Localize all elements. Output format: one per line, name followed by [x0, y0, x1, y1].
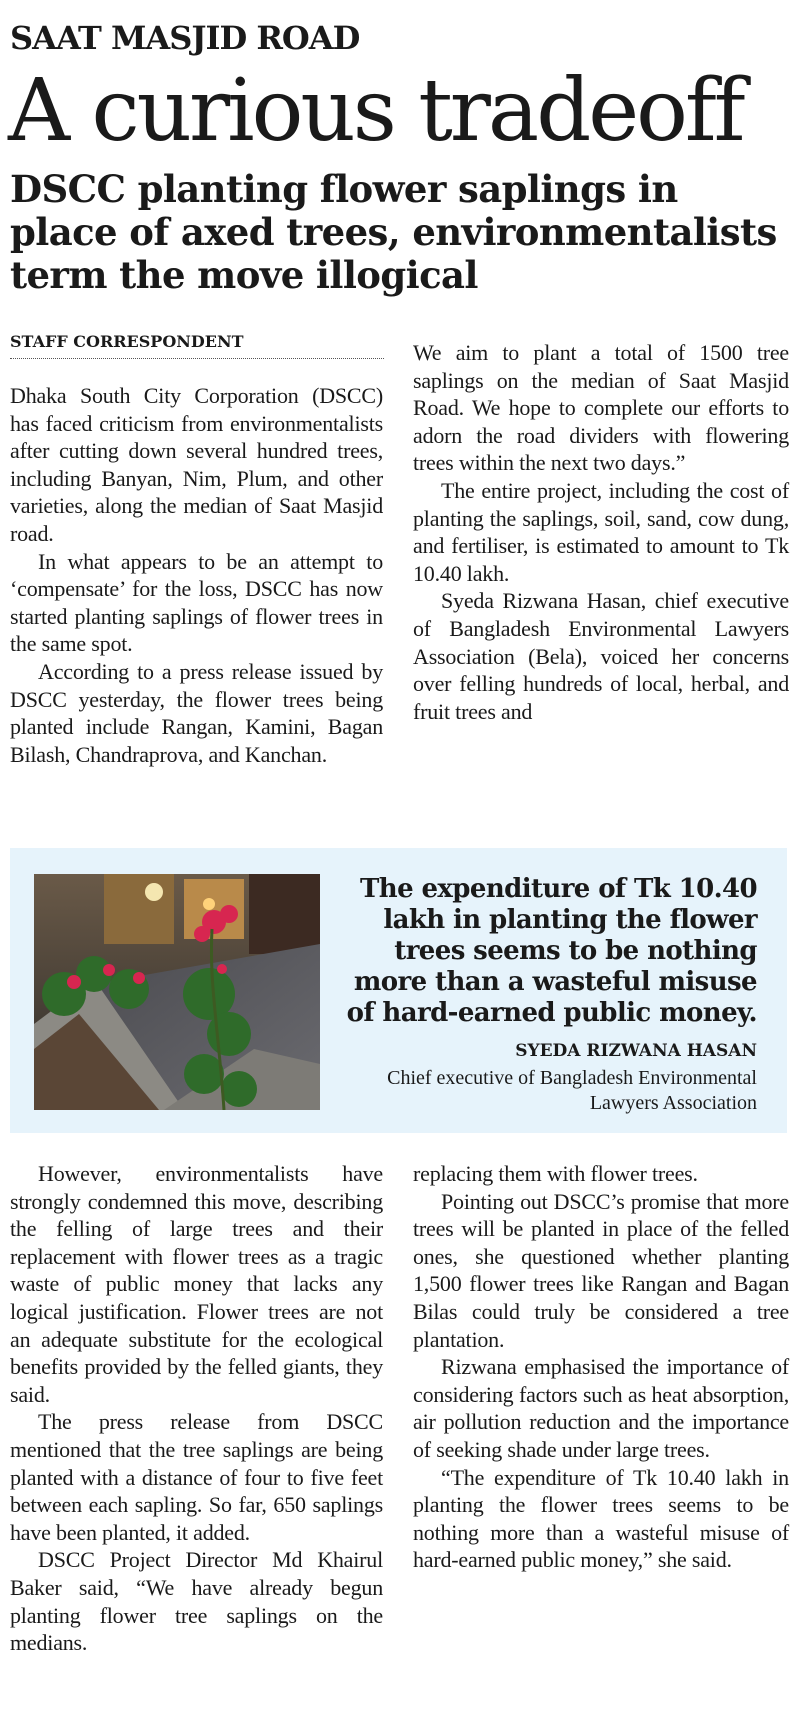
paragraph: DSCC Project Director Md Khairul Baker said, “We have already begun planting flower tree saplings on the medians.: [10, 1547, 383, 1656]
paragraph: replacing them with flower trees.: [413, 1161, 698, 1186]
paragraph: “The expenditure of Tk 10.40 lakh in planting the flower trees seems to be nothing more than a wasteful misuse of hard-earned public money,” she said.: [413, 1464, 789, 1573]
paragraph: We aim to plant a total of 1500 tree saplings on the median of Saat Masjid Road. We hope to complete our efforts to adorn the road dividers with flowering trees within the next two days.”: [413, 340, 789, 476]
paragraph: Rizwana emphasised the importance of considering factors such as heat absorption, air pollution reduction and the importance of seeking shade under large trees.: [413, 1354, 789, 1462]
pullquote-attribution-role: Chief executive of Bangladesh Environmental Lawyers Association: [387, 1067, 757, 1114]
paragraph: The entire project, including the cost of planting the saplings, soil, sand, cow dung, and fertiliser, is estimated to amount to Tk 10.40 lakh.: [413, 477, 789, 586]
pullquote-box: [10, 848, 787, 1133]
column-3: [10, 1160, 383, 1657]
paragraph: Dhaka South City Corporation (DSCC) has faced criticism from environmentalists after cutting down several hundred trees, including Banyan, Nim, Plum, and other varieties, along the median of Saat Masjid road.: [10, 383, 383, 546]
paragraph: Pointing out DSCC’s promise that more trees will be planted in place of the felled ones, she questioned whether planting 1,500 flower trees like Rangan and Bagan Bilas could truly be considered a tree plantation.: [413, 1188, 789, 1352]
paragraph: However, environmentalists have strongly condemned this move, describing the felling of large trees and their replacement with flower trees as a tragic waste of public money that lacks any logical justification. Flower trees are not an adequate substitute for the ecological benefits provided by the felled giants, they said.: [10, 1161, 383, 1407]
paragraph: In what appears to be an attempt to ‘compensate’ for the loss, DSCC has now started planting saplings of flower trees in the same spot.: [10, 548, 383, 657]
column-2: [413, 339, 789, 725]
paragraph: According to a press release issued by DSCC yesterday, the flower trees being planted include Rangan, Kamini, Bagan Bilash, Chandraprova, and Kanchan.: [10, 658, 383, 767]
kicker: SAAT MASJID ROAD: [10, 19, 360, 57]
column-1: [10, 382, 383, 768]
median-flower-photo: [34, 874, 320, 1110]
paragraph: The press release from DSCC mentioned that the tree saplings are being planted with a distance of four to five feet between each sapling. So far, 650 saplings have been planted, it added.: [10, 1409, 383, 1545]
pullquote-attribution-name: SYEDA RIZWANA HASAN: [515, 1041, 757, 1061]
headline: A curious tradeoff: [8, 61, 743, 161]
column-4: [413, 1160, 789, 1574]
pullquote-text: The expenditure of Tk 10.40 lakh in planting the flower trees seems to be nothing more than a wasteful misuse of hard-earned public money.: [346, 874, 757, 1028]
paragraph: Syeda Rizwana Hasan, chief executive of Bangladesh Environmental Lawyers Association (Bela), voiced her concerns over felling hundreds of local, herbal, and fruit trees and: [413, 588, 789, 724]
photo-illustration: [34, 874, 320, 1110]
subheadline: DSCC planting flower saplings in place of axed trees, environmentalists term the move illogical: [10, 167, 777, 297]
byline: STAFF CORRESPONDENT: [10, 332, 384, 359]
